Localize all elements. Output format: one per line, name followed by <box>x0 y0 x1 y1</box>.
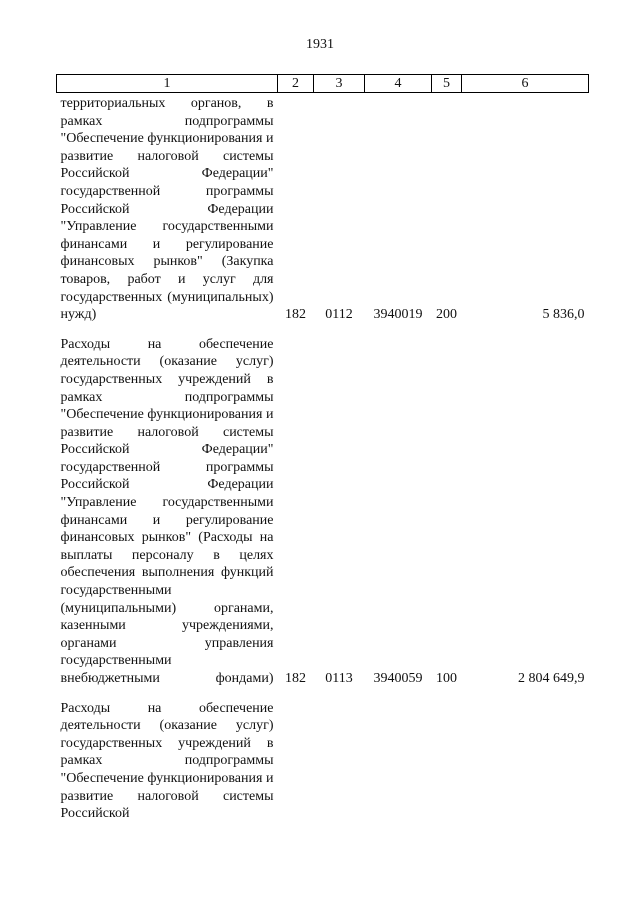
header-col-4: 4 <box>365 75 432 93</box>
row-ministry-code: 182 <box>285 671 306 686</box>
row-target-code: 3940059 <box>373 671 423 686</box>
budget-table <box>56 74 589 823</box>
page-number: 1931 <box>306 37 334 52</box>
row-target-code <box>365 688 432 823</box>
table-row <box>57 688 589 823</box>
row-description: Расходы на обеспечение деятельности (оказание услуг) государственных учреждений в рамках подпрограммы "Обеспечение функционирования и развитие налоговой системы Российской <box>60 700 274 822</box>
row-amount: 2 804 649,9 <box>518 671 585 686</box>
header-col-5: 5 <box>432 75 462 93</box>
row-section-code: 0113 <box>325 671 353 686</box>
row-expense-type: 100 <box>436 671 457 686</box>
row-ministry-code: 182 <box>285 307 306 323</box>
row-amount: 5 836,0 <box>542 307 585 323</box>
header-row <box>57 75 589 93</box>
row-expense-type <box>432 688 462 823</box>
row-ministry-code <box>278 688 314 823</box>
header-col-6: 6 <box>462 75 589 93</box>
header-col-2: 2 <box>278 75 314 93</box>
row-description: территориальных органов, в рамках подпрограммы "Обеспечение функционирования и развитие налоговой системы Российской Федерации" государственной программы Российской Федерации "Управление государственными финансами и регулирование финансовых рынков" (Закупка товаров, работ и услуг для государственных (муниципальных) нужд) <box>60 96 274 323</box>
row-amount <box>462 688 589 823</box>
table-body <box>57 93 589 823</box>
row-description: Расходы на обеспечение деятельности (оказание услуг) государственных учреждений в рамках подпрограммы "Обеспечение функционирования и развитие налоговой системы Российской Федерации" государственной программы Российской Федерации "Управление государственными финансами и регулирование финансовых рынков" (Расходы на выплаты персоналу в целях обеспечения выполнения функций государственными (муниципальными) органами, казенными учреждениями, органами управления государственными внебюджетными фондами) <box>60 336 274 686</box>
row-section-code: 0112 <box>325 307 353 323</box>
header-col-1: 1 <box>57 75 278 93</box>
row-target-code: 3940019 <box>373 307 423 323</box>
row-expense-type: 200 <box>436 307 457 323</box>
row-section-code <box>314 688 365 823</box>
table-header <box>57 75 589 93</box>
table-row <box>57 324 589 688</box>
table-row <box>57 93 589 324</box>
header-col-3: 3 <box>314 75 365 93</box>
